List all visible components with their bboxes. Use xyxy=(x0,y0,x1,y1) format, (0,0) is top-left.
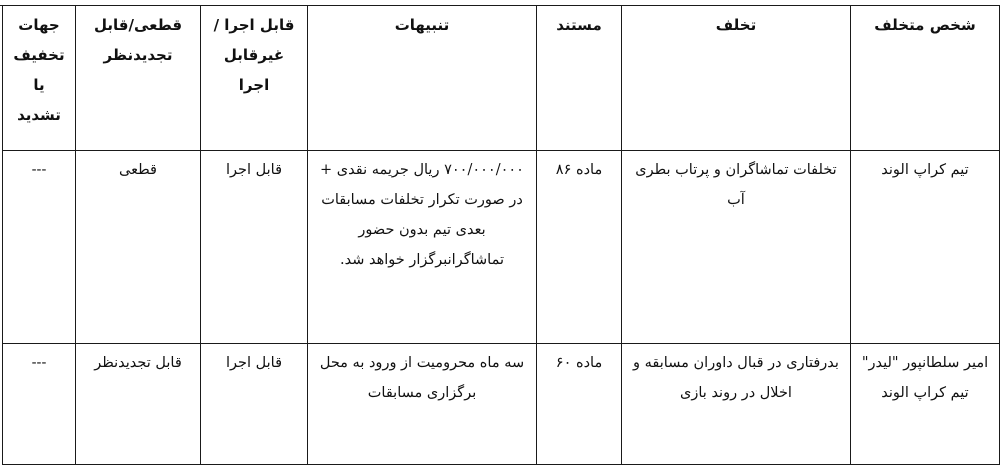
disciplinary-rulings-table xyxy=(2,5,1000,465)
header-basis: مستند xyxy=(537,6,622,151)
cell-enforceable: قابل اجرا xyxy=(201,344,308,465)
table-header-row xyxy=(3,6,1000,151)
cell-aggravation: --- xyxy=(3,344,76,465)
table-row xyxy=(3,151,1000,344)
cell-finality: قطعی xyxy=(76,151,201,344)
header-aggravation: جهات تخفیف یا تشدید xyxy=(3,6,76,151)
cell-aggravation: --- xyxy=(3,151,76,344)
table-row xyxy=(3,344,1000,465)
cell-basis: ماده ۶۰ xyxy=(537,344,622,465)
cell-offense: تخلفات تماشاگران و پرتاب بطری آب xyxy=(622,151,851,344)
header-enforceable: قابل اجرا /غیرقابل اجرا xyxy=(201,6,308,151)
header-penalty: تنبیهات xyxy=(308,6,537,151)
cell-enforceable: قابل اجرا xyxy=(201,151,308,344)
cell-offense: بدرفتاری در قبال داوران مسابقه و اخلال در روند بازی xyxy=(622,344,851,465)
cell-violator: امیر سلطانپور "لیدر" تیم کراپ الوند xyxy=(851,344,1000,465)
header-finality: قطعی/قابل تجدیدنظر xyxy=(76,6,201,151)
cell-basis: ماده ۸۶ xyxy=(537,151,622,344)
header-offense: تخلف xyxy=(622,6,851,151)
header-violator: شخص متخلف xyxy=(851,6,1000,151)
cell-penalty: ۷۰۰/۰۰۰/۰۰۰ ریال جریمه نقدی + در صورت تکرار تخلفات مسابقات بعدی تیم بدون حضور تماشاگرانبرگزار خواهد شد. xyxy=(308,151,537,344)
cell-penalty: سه ماه محرومیت از ورود به محل برگزاری مسابقات xyxy=(308,344,537,465)
cell-violator: تیم کراپ الوند xyxy=(851,151,1000,344)
cell-finality: قابل تجدیدنظر xyxy=(76,344,201,465)
